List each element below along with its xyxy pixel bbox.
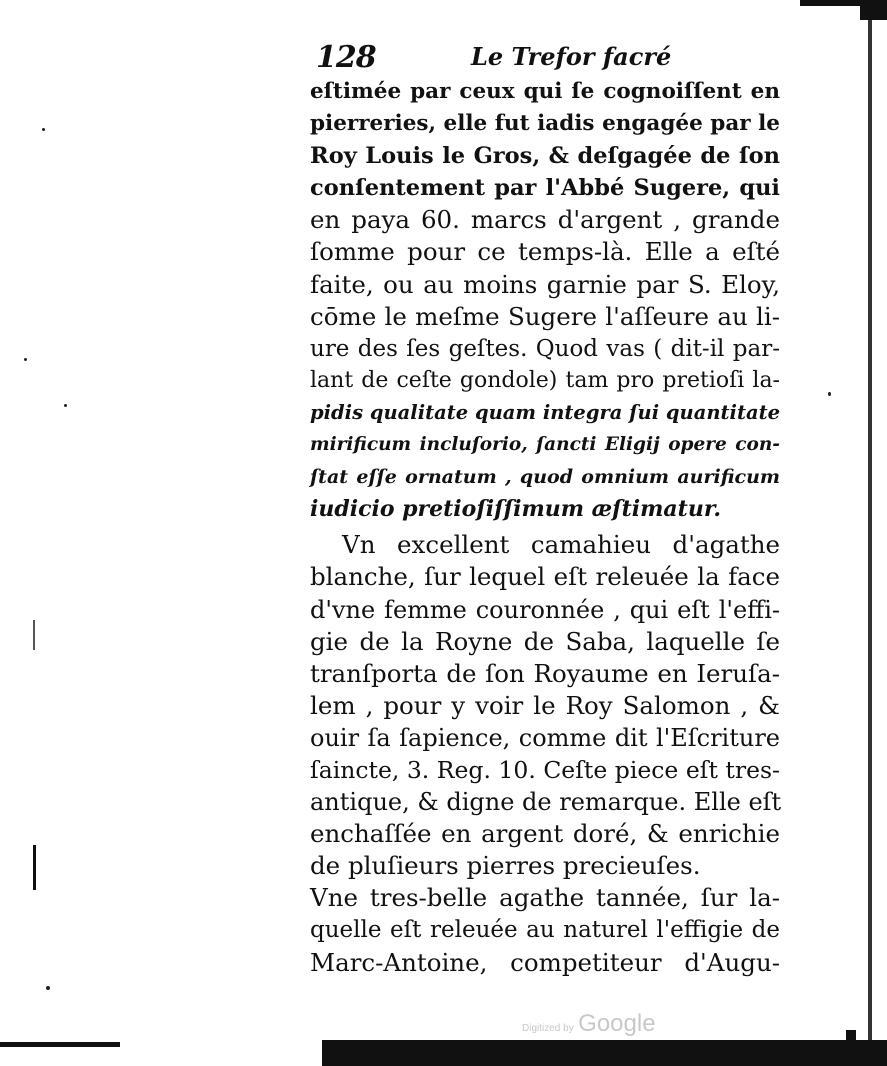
text-line: ouir ſa ſapience, comme dit l'Eſcriture — [310, 723, 780, 752]
body-text — [310, 76, 780, 979]
left-margin-mark — [33, 845, 36, 890]
text-line: ſomme pour ce temps-là. Elle a eſté — [310, 237, 780, 267]
running-title: Le Trefor facré — [471, 42, 672, 71]
text-line: cōme le meſme Sugere l'aſſeure au li- — [310, 301, 780, 331]
text-line: gie de la Royne de Saba, laquelle ſe — [310, 626, 780, 656]
margin-speck — [64, 404, 67, 407]
text-line: pierreries, elle fut iadis engagée par le — [310, 111, 780, 137]
top-right-corner-mark — [860, 0, 887, 20]
text-line: mirificum incluſorio, ſancti Eligij opere con- — [310, 434, 780, 456]
margin-speck — [46, 986, 50, 990]
watermark-prefix: Digitized by — [522, 1023, 574, 1034]
text-line: pidis qualitate quam integra ſui quantitate — [310, 400, 781, 424]
text-line: Marc-Antoine, competiteur d'Augu- — [310, 947, 780, 977]
bottom-left-rule — [0, 1042, 120, 1047]
text-line: blanche, ſur lequel eſt releuée la face — [310, 562, 780, 592]
page-number: 128 — [316, 40, 376, 75]
text-line: d'vne femme couronnée , qui eſt l'effi- — [310, 595, 780, 624]
text-line: ure des ſes geſtes. Quod vas ( dit-il par- — [310, 335, 780, 362]
text-line: lant de ceſte gondole) tam pro pretioſi la- — [310, 367, 780, 393]
text-line: antique, & digne de remarque. Elle eſt — [310, 788, 782, 817]
text-line: enchaſſée en argent doré, & enrichie — [310, 819, 780, 849]
text-line: de pluſieurs pierres precieuſes. — [310, 851, 701, 881]
digitization-watermark — [522, 1010, 656, 1038]
bottom-right-mark — [846, 1030, 856, 1042]
google-logo: Google — [578, 1010, 656, 1037]
margin-speck — [24, 358, 27, 361]
margin-speck — [828, 392, 831, 396]
text-line: eſtimée par ceux qui ſe cognoiſſent en — [310, 79, 780, 104]
text-line: ſtat eſſe ornatum , quod omnium aurificum — [310, 466, 780, 489]
left-margin-mark-2 — [33, 620, 35, 650]
margin-speck — [42, 128, 45, 131]
text-line: iudicio pretioſiſſimum æſtimatur. — [310, 496, 722, 523]
text-line: tranſporta de ſon Royaume en Ieruſa- — [310, 658, 780, 688]
text-line: en paya 60. marcs d'argent , grande — [310, 205, 780, 235]
text-line: Vne tres-belle agathe tannée, ſur la- — [310, 883, 780, 913]
bottom-rule — [322, 1040, 887, 1066]
text-line: conſentement par l'Abbé Sugere, qui — [310, 175, 780, 202]
text-line: Roy Louis le Gros, & deſgagée de ſon — [310, 143, 780, 170]
right-edge-mark — [868, 20, 872, 1060]
text-line: faite, ou au moins garnie par S. Eloy, — [310, 269, 780, 299]
text-line: lem , pour y voir le Roy Salomon , & — [310, 690, 780, 720]
text-line: Vn excellent camahieu d'agathe — [342, 530, 780, 560]
text-line: quelle eſt releuée au naturel l'effigie de — [310, 917, 780, 944]
text-line: ſaincte, 3. Reg. 10. Ceſte piece eſt tres- — [310, 755, 780, 784]
